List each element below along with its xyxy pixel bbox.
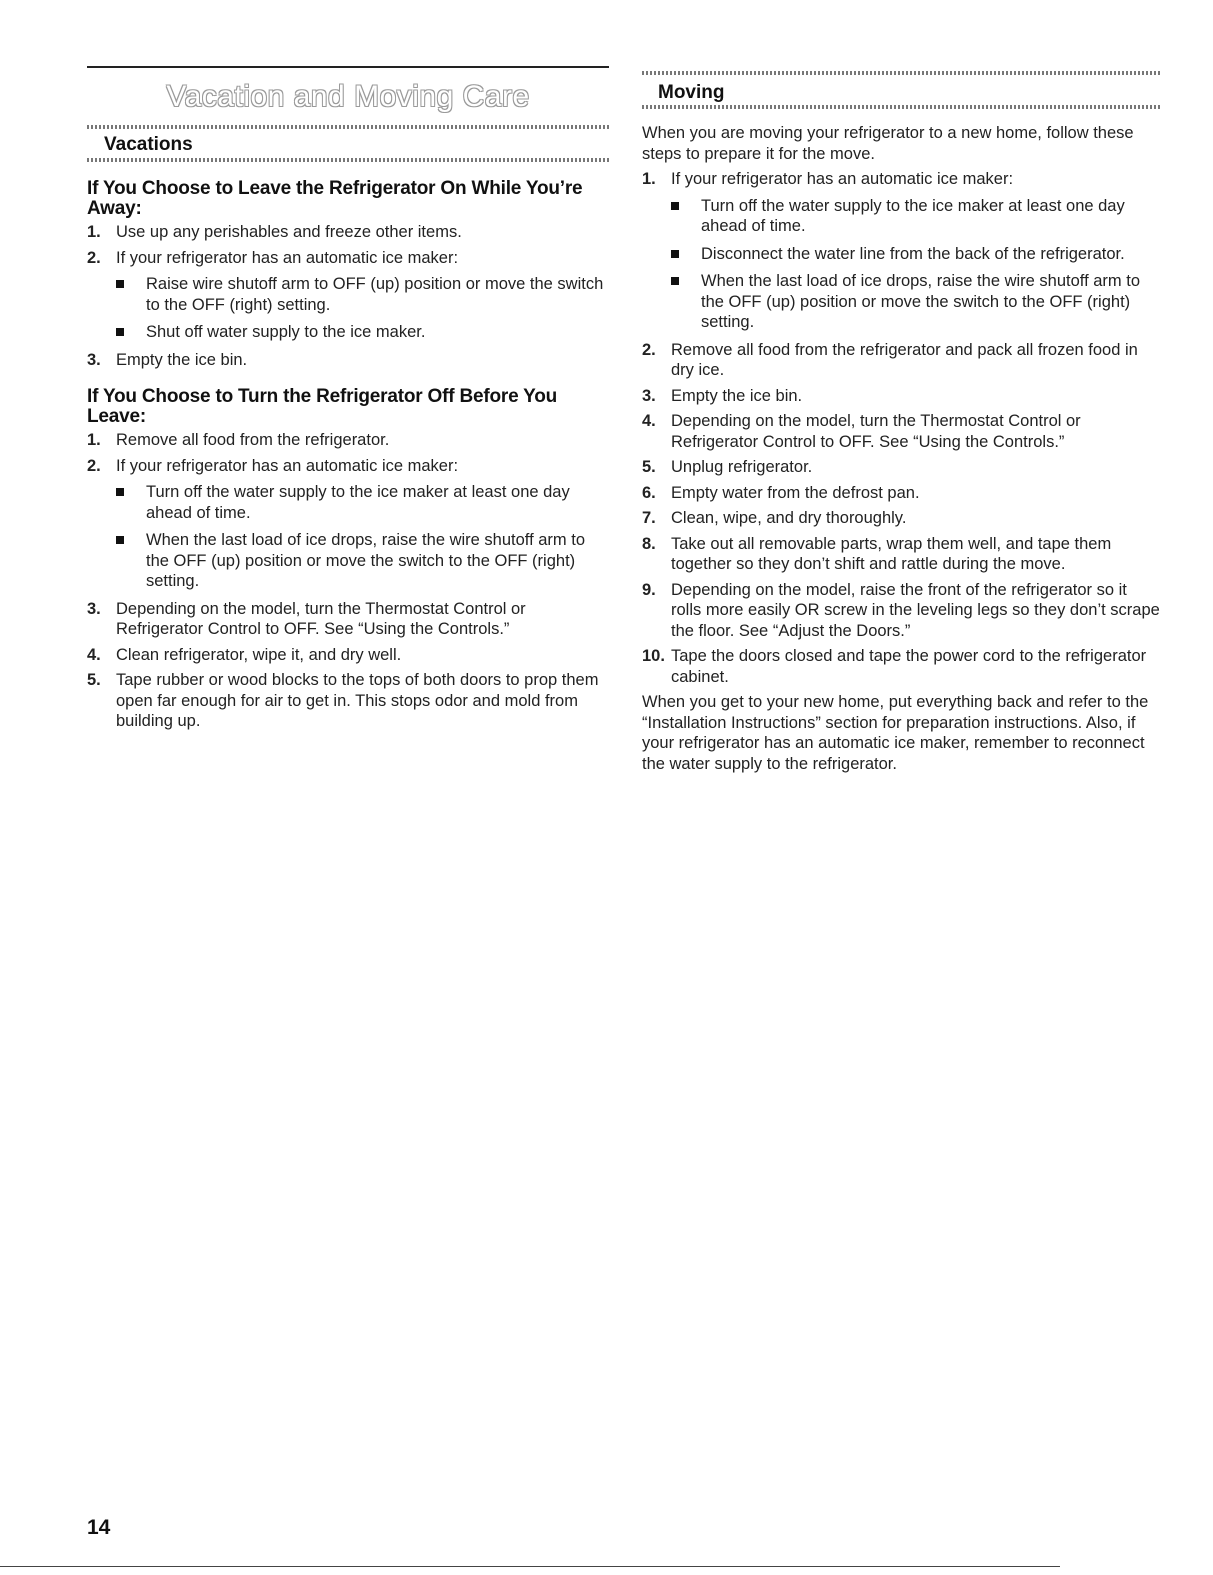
step-text: Depending on the model, turn the Thermostat Control or Refrigerator Control to OFF. See “Using the Controls.” xyxy=(116,599,526,638)
step-number: 7. xyxy=(642,509,656,527)
step-item xyxy=(642,646,1160,687)
step-item xyxy=(87,430,607,451)
page-number: 14 xyxy=(87,1516,111,1539)
step-item xyxy=(642,169,1160,333)
bottom-rule xyxy=(0,1566,1060,1567)
step-text: Tape rubber or wood blocks to the tops of both doors to prop them open far enough for air to get in. This stops odor and mold from building up. xyxy=(116,671,599,730)
step-item xyxy=(642,340,1160,381)
step-item xyxy=(87,599,607,640)
bullet-item: Shut off water supply to the ice maker. xyxy=(116,322,607,343)
step-number: 9. xyxy=(642,580,656,599)
step-item xyxy=(87,456,607,592)
step-item xyxy=(642,483,1160,504)
step-item xyxy=(642,457,1160,478)
step-item xyxy=(87,222,607,243)
step-text: If your refrigerator has an automatic ice maker: xyxy=(116,456,459,475)
bullet-item: Turn off the water supply to the ice maker at least one day ahead of time. xyxy=(671,196,1160,237)
bullet-item: Turn off the water supply to the ice maker at least one day ahead of time. xyxy=(116,482,607,523)
step-text: Tape the doors closed and tape the power cord to the refrigerator cabinet. xyxy=(671,647,1147,686)
step-text: Depending on the model, raise the front of the refrigerator so it rolls more easily OR screw in the leveling legs so they don’t scrape the floor. See “Adjust the Doors.” xyxy=(671,580,1160,640)
step-number: 2. xyxy=(87,456,101,475)
step-number: 5. xyxy=(87,671,101,689)
step-number: 3. xyxy=(642,386,656,405)
step-text: If your refrigerator has an automatic ice maker: xyxy=(116,248,459,267)
bullet-item: When the last load of ice drops, raise the wire shutoff arm to the OFF (up) position or move the switch to the OFF (right) setting. xyxy=(671,271,1160,333)
step-number: 3. xyxy=(87,599,101,618)
turn-off-heading: If You Choose to Turn the Refrigerator Off Before You Leave: xyxy=(87,386,558,427)
step-text: Unplug refrigerator. xyxy=(671,458,813,476)
step-text: Depending on the model, turn the Thermostat Control or Refrigerator Control to OFF. See “Using the Controls.” xyxy=(671,412,1081,451)
step-number: 3. xyxy=(87,350,101,369)
step-number: 2. xyxy=(87,248,101,267)
turn-off-steps xyxy=(87,430,607,737)
bullet-item: Raise wire shutoff arm to OFF (up) position or move the switch to the OFF (right) setting. xyxy=(116,274,607,315)
step-item xyxy=(642,411,1160,452)
vacations-heading: Vacations xyxy=(104,134,193,155)
step-text: Clean refrigerator, wipe it, and dry well. xyxy=(116,645,402,664)
step-item xyxy=(87,248,607,343)
step-number: 1. xyxy=(642,170,656,188)
moving-intro: When you are moving your refrigerator to a new home, follow these steps to prepare it for the move. xyxy=(642,124,1134,163)
step-number: 2. xyxy=(642,340,656,359)
step-number: 8. xyxy=(642,534,656,553)
step-item xyxy=(87,645,607,666)
step-text: Clean, wipe, and dry thoroughly. xyxy=(671,509,907,527)
step-item xyxy=(642,386,1160,407)
bullet-item: When the last load of ice drops, raise the wire shutoff arm to the OFF (up) position or move the switch to the OFF (right) setting. xyxy=(116,530,607,592)
step-number: 4. xyxy=(87,645,101,664)
step-text: If your refrigerator has an automatic ice maker: xyxy=(671,170,1014,188)
step-text: Empty the ice bin. xyxy=(116,350,248,369)
step-number: 10. xyxy=(642,647,665,665)
bullet-list xyxy=(671,196,1160,333)
moving-content xyxy=(642,123,1160,774)
step-item xyxy=(642,508,1160,529)
leave-on-heading: If You Choose to Leave the Refrigerator On While You’re Away: xyxy=(87,178,583,219)
step-text: Remove all food from the refrigerator. xyxy=(116,431,390,449)
moving-band-top xyxy=(642,71,1160,75)
step-item xyxy=(642,580,1160,642)
section-band-bottom xyxy=(87,158,609,162)
leave-on-steps xyxy=(87,222,607,375)
step-text: Remove all food from the refrigerator and pack all frozen food in dry ice. xyxy=(671,340,1138,379)
step-text: Empty the ice bin. xyxy=(671,386,803,405)
step-number: 1. xyxy=(87,223,101,241)
top-rule xyxy=(87,66,609,68)
step-number: 4. xyxy=(642,412,656,430)
step-item xyxy=(87,670,607,732)
bullet-list xyxy=(116,274,607,343)
step-number: 6. xyxy=(642,483,656,502)
step-text: Empty water from the defrost pan. xyxy=(671,483,920,502)
step-number: 5. xyxy=(642,458,656,476)
step-number: 1. xyxy=(87,431,101,449)
section-band-top xyxy=(87,125,609,129)
moving-outro: When you get to your new home, put everything back and refer to the “Installation Instructions” section for preparation instructions. Also, if your refrigerator has an automatic ice maker, remember to reconnect the water supply to the refrigerator. xyxy=(642,693,1149,773)
bullet-list xyxy=(116,482,607,592)
step-text: Use up any perishables and freeze other items. xyxy=(116,223,462,241)
moving-band-bottom xyxy=(642,105,1160,109)
moving-heading: Moving xyxy=(658,82,725,103)
step-item xyxy=(87,350,607,371)
step-text: Take out all removable parts, wrap them well, and tape them together so they don’t shift and rattle during the move. xyxy=(671,534,1112,573)
bullet-item: Disconnect the water line from the back of the refrigerator. xyxy=(671,244,1160,265)
step-item xyxy=(642,534,1160,575)
page-title: Vacation and Moving Care xyxy=(166,80,530,113)
